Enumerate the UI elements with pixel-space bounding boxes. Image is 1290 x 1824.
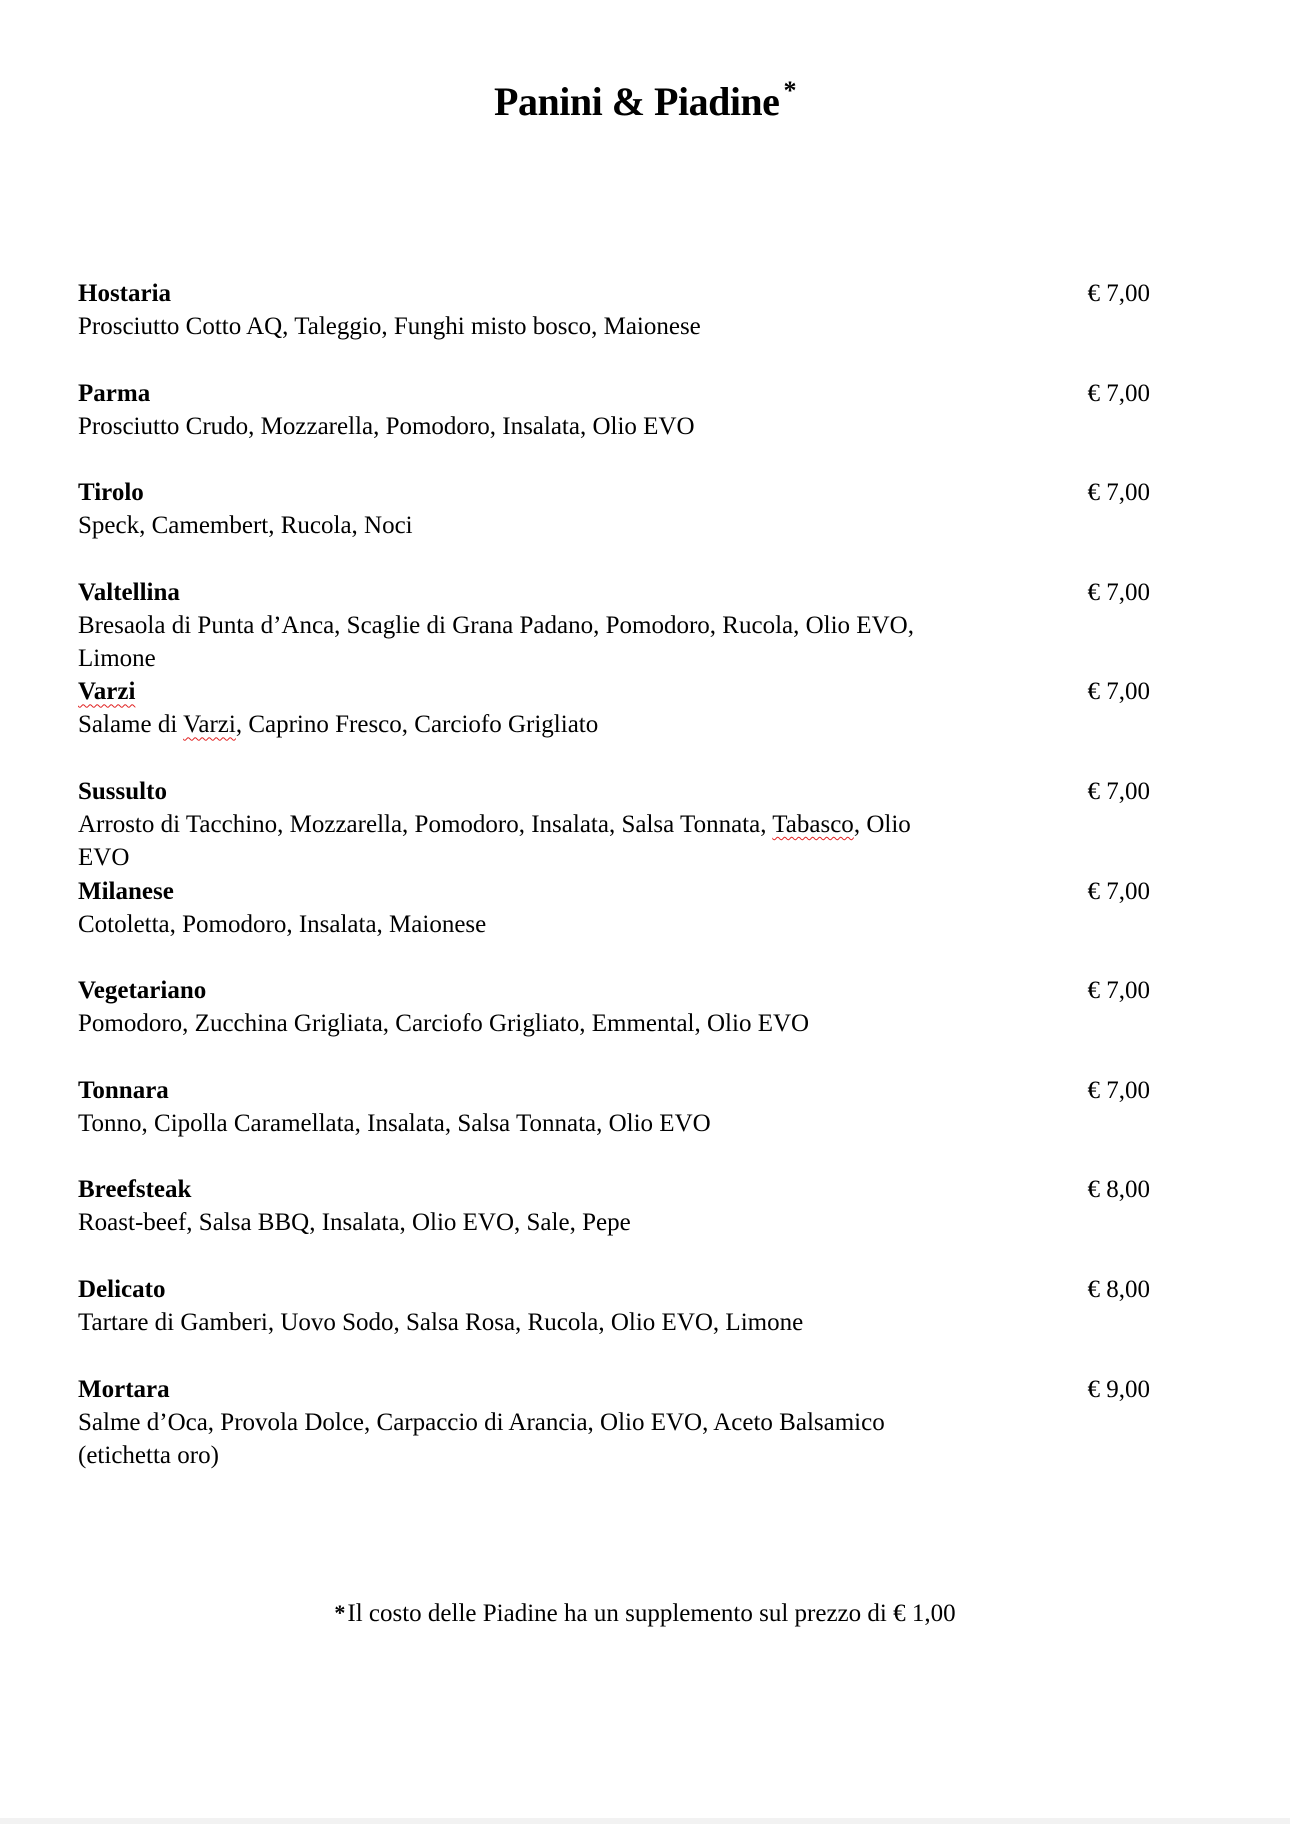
- item-price: € 7,00: [1087, 1076, 1150, 1104]
- spellcheck-underline: Varzi: [183, 711, 236, 739]
- menu-item: [78, 875, 1150, 941]
- footer-note: [0, 1600, 1290, 1628]
- menu-item: [78, 1173, 1150, 1239]
- item-price: € 8,00: [1087, 1176, 1150, 1204]
- menu-item: [78, 277, 1150, 343]
- item-description: Roast-beef, Salsa BBQ, Insalata, Olio EVO, Sale, Pepe: [78, 1209, 631, 1237]
- title-asterisk: *: [783, 76, 796, 105]
- menu-item: [78, 1273, 1150, 1339]
- item-name: Mortara: [78, 1375, 170, 1403]
- item-name: Tonnara: [78, 1076, 169, 1104]
- title-text: Panini & Piadine: [494, 79, 780, 124]
- item-description: Salame di Varzi, Caprino Fresco, Carciofo Grigliato: [78, 711, 599, 739]
- footer-asterisk: *: [334, 1600, 346, 1625]
- spellcheck-underline: Varzi: [78, 678, 136, 706]
- item-name: Breefsteak: [78, 1176, 192, 1204]
- menu-item: [78, 377, 1150, 443]
- item-name: [78, 675, 1150, 708]
- item-price: € 9,00: [1087, 1375, 1150, 1403]
- item-description: Tonno, Cipolla Caramellata, Insalata, Salsa Tonnata, Olio EVO: [78, 1109, 711, 1137]
- page-bottom-edge: [0, 1818, 1290, 1824]
- item-description: Prosciutto Crudo, Mozzarella, Pomodoro, Insalata, Olio EVO: [78, 412, 695, 440]
- menu-item: [78, 476, 1150, 542]
- item-price: € 7,00: [1087, 678, 1150, 706]
- menu-item: [78, 1074, 1150, 1140]
- item-name: Sussulto: [78, 778, 167, 805]
- menu-item: [78, 1373, 1150, 1472]
- menu-item: [78, 974, 1150, 1040]
- item-name: Hostaria: [78, 280, 172, 307]
- item-price: € 7,00: [1087, 479, 1150, 507]
- item-name: Parma: [78, 379, 151, 407]
- item-price: € 7,00: [1087, 877, 1150, 905]
- item-description: Salme d’Oca, Provola Dolce, Carpaccio di Arancia, Olio EVO, Aceto Balsamico (etichetta oro): [78, 1408, 885, 1469]
- item-name: Valtellina: [78, 578, 180, 606]
- page-title: [0, 78, 1290, 125]
- menu-item: [78, 675, 1150, 741]
- item-price: € 7,00: [1087, 778, 1150, 805]
- item-description: Bresaola di Punta d’Anca, Scaglie di Grana Padano, Pomodoro, Rucola, Olio EVO, Limone: [78, 611, 914, 672]
- item-description: Cotoletta, Pomodoro, Insalata, Maionese: [78, 910, 487, 938]
- item-price: € 7,00: [1087, 379, 1150, 407]
- spellcheck-underline: Tabasco: [772, 811, 854, 838]
- item-price: € 7,00: [1087, 578, 1150, 606]
- item-description: Tartare di Gamberi, Uovo Sodo, Salsa Rosa, Rucola, Olio EVO, Limone: [78, 1309, 804, 1336]
- item-price: € 7,00: [1087, 977, 1150, 1005]
- footer-text: Il costo delle Piadine ha un supplemento sul prezzo di € 1,00: [347, 1600, 956, 1627]
- item-description: Speck, Camembert, Rucola, Noci: [78, 512, 413, 540]
- item-name: Delicato: [78, 1276, 166, 1303]
- item-description: Arrosto di Tacchino, Mozzarella, Pomodoro, Insalata, Salsa Tonnata, Tabasco, Olio EVO: [78, 811, 911, 871]
- item-price: € 7,00: [1087, 280, 1150, 307]
- menu-item: [78, 775, 1150, 874]
- menu-item: [78, 576, 1150, 675]
- item-name: Vegetariano: [78, 977, 207, 1005]
- item-name: Tirolo: [78, 479, 144, 507]
- item-description: Prosciutto Cotto AQ, Taleggio, Funghi misto bosco, Maionese: [78, 313, 701, 340]
- item-price: € 8,00: [1087, 1276, 1150, 1303]
- item-name: Milanese: [78, 877, 174, 905]
- item-description: Pomodoro, Zucchina Grigliata, Carciofo Grigliato, Emmental, Olio EVO: [78, 1010, 810, 1038]
